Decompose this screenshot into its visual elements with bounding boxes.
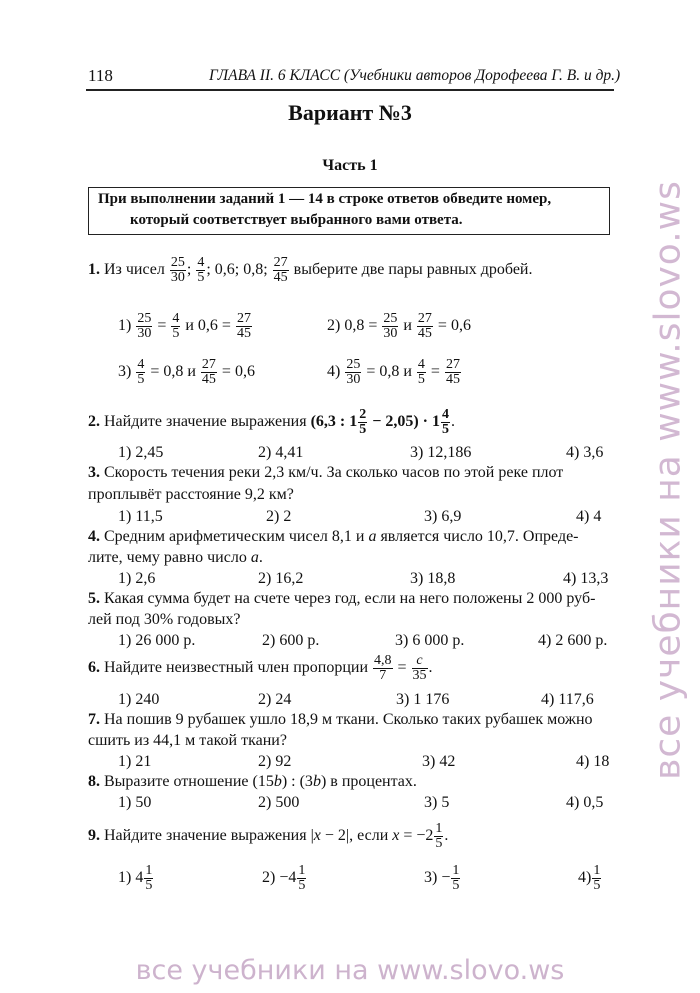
answer-option-3[interactable]: 3) 42 — [422, 753, 456, 770]
answer-option-4[interactable]: 4) 3,6 — [566, 444, 604, 461]
question-4: 4. Средним арифметическим чисел 8,1 и a является число 10,7. Опреде- — [88, 528, 579, 545]
answer-option-1[interactable]: 1) 4 $\frac{1}{5}$ — [118, 863, 153, 893]
answer-option-4[interactable]: 4) 2 600 р. — [538, 632, 608, 649]
question-7-line-2: сшить из 44,1 м такой ткани? — [88, 732, 287, 749]
answer-option-4[interactable]: 4) 117,6 — [541, 691, 594, 708]
question-6: 6. Найдите неизвестный член пропорции $\frac{4,8}{7}$ = $\frac{c}{35}$ . — [88, 653, 433, 683]
variant-title: Вариант №3 — [288, 100, 412, 125]
part-heading: Часть 1 — [322, 157, 378, 174]
question-number: 1. — [88, 261, 100, 279]
answer-option-1[interactable]: 1) 2,45 — [118, 444, 164, 461]
question-1: 1. Из чисел $\frac{25}{30}$ ; $\frac{4}{5}$ ; 0,6; 0,8; $\frac{27}{45}$ выберите две пары равных дробей. — [88, 255, 533, 285]
question-3: 3. Скорость течения реки 2,3 км/ч. За сколько часов по этой реке плот — [88, 464, 564, 481]
question-text: Из чисел — [104, 261, 165, 279]
answer-option-1[interactable]: 1) 26 000 р. — [118, 632, 196, 649]
question-7: 7. На пошив 9 рубашек ушло 18,9 м ткани. Сколько таких рубашек можно — [88, 711, 593, 728]
instruction-line-1: При выполнении заданий 1 — 14 в строке ответов обведите номер, — [98, 191, 552, 207]
answer-option-4[interactable]: 4) 4 — [576, 508, 602, 525]
answer-option-1[interactable]: 1) $\frac{25}{30}$ = $\frac{4}{5}$ и 0,6 = $\frac{27}{45}$ — [118, 311, 251, 341]
answer-option-4[interactable]: 4) 13,3 — [563, 570, 609, 587]
answer-option-3[interactable]: 3) 1 176 — [396, 691, 450, 708]
answer-option-3[interactable]: 3) − $\frac{1}{5}$ — [424, 863, 460, 893]
header-divider — [86, 89, 614, 91]
answer-option-2[interactable]: 2) 2 — [266, 508, 292, 525]
answer-option-1[interactable]: 1) 21 — [118, 753, 152, 770]
vertical-watermark: все учебники на www.slovo.ws — [647, 180, 689, 780]
question-3-line-2: проплывёт расстояние 9,2 км? — [88, 486, 294, 503]
answer-option-2[interactable]: 2) 92 — [258, 753, 292, 770]
instruction-line-2: который соответствует выбранного вами ответа. — [130, 212, 463, 228]
fraction: $\frac{27}{45}$ — [273, 255, 288, 285]
bottom-watermark: все учебники на www.slovo.ws — [135, 955, 565, 986]
question-5-line-2: лей под 30% годовых? — [88, 611, 241, 628]
answer-option-3[interactable]: 3) 6 000 р. — [395, 632, 465, 649]
answer-option-2[interactable]: 2) 500 — [258, 794, 300, 811]
question-5: 5. Какая сумма будет на счете через год, если на него положены 2 000 руб- — [88, 590, 596, 607]
answer-option-3[interactable]: 3) 6,9 — [424, 508, 462, 525]
answer-option-1[interactable]: 1) 50 — [118, 794, 152, 811]
answer-option-1[interactable]: 1) 240 — [118, 691, 160, 708]
answer-option-3[interactable]: 3) 5 — [424, 794, 450, 811]
answer-option-1[interactable]: 1) 2,6 — [118, 570, 156, 587]
answer-option-3[interactable]: 3) $\frac{4}{5}$ = 0,8 и $\frac{27}{45}$ = 0,6 — [118, 357, 255, 387]
answer-option-3[interactable]: 3) 12,186 — [410, 444, 472, 461]
answer-option-4[interactable]: 4) 0,5 — [566, 794, 604, 811]
answer-option-2[interactable]: 2) −4 $\frac{1}{5}$ — [262, 863, 306, 893]
question-text: выберите две пары равных дробей. — [293, 261, 533, 279]
fraction: $\frac{4}{5}$ — [197, 255, 205, 285]
chapter-header: ГЛАВА II. 6 КЛАСС (Учебники авторов Дорофеева Г. В. и др.) — [209, 67, 621, 84]
question-2: 2. Найдите значение выражения (6,3 : 1 $\frac{2}{5}$ − 2,05) · 1 $\frac{4}{5}$ . — [88, 407, 456, 437]
answer-option-2[interactable]: 2) 24 — [258, 691, 292, 708]
page-number: 118 — [88, 66, 113, 85]
answer-option-2[interactable]: 2) 4,41 — [258, 444, 304, 461]
answer-option-4[interactable]: 4) 18 — [576, 753, 610, 770]
fraction: $\frac{25}{30}$ — [170, 255, 185, 285]
answer-option-4[interactable]: 4) $\frac{25}{30}$ = 0,8 и $\frac{4}{5}$ = $\frac{27}{45}$ — [327, 357, 460, 387]
question-9: 9. Найдите значение выражения |x − 2|, если x = −2 $\frac{1}{5}$ . — [88, 821, 449, 851]
question-4-line-2: лите, чему равно число a. — [88, 549, 263, 566]
answer-option-3[interactable]: 3) 18,8 — [410, 570, 456, 587]
question-8: 8. Выразите отношение (15b) : (3b) в процентах. — [88, 773, 417, 790]
answer-option-2[interactable]: 2) 0,8 = $\frac{25}{30}$ и $\frac{27}{45}$ = 0,6 — [327, 311, 471, 341]
answer-option-1[interactable]: 1) 11,5 — [118, 508, 163, 525]
answer-option-4[interactable]: 4) $\frac{1}{5}$ — [578, 863, 601, 893]
answer-option-2[interactable]: 2) 600 р. — [262, 632, 320, 649]
answer-option-2[interactable]: 2) 16,2 — [258, 570, 304, 587]
